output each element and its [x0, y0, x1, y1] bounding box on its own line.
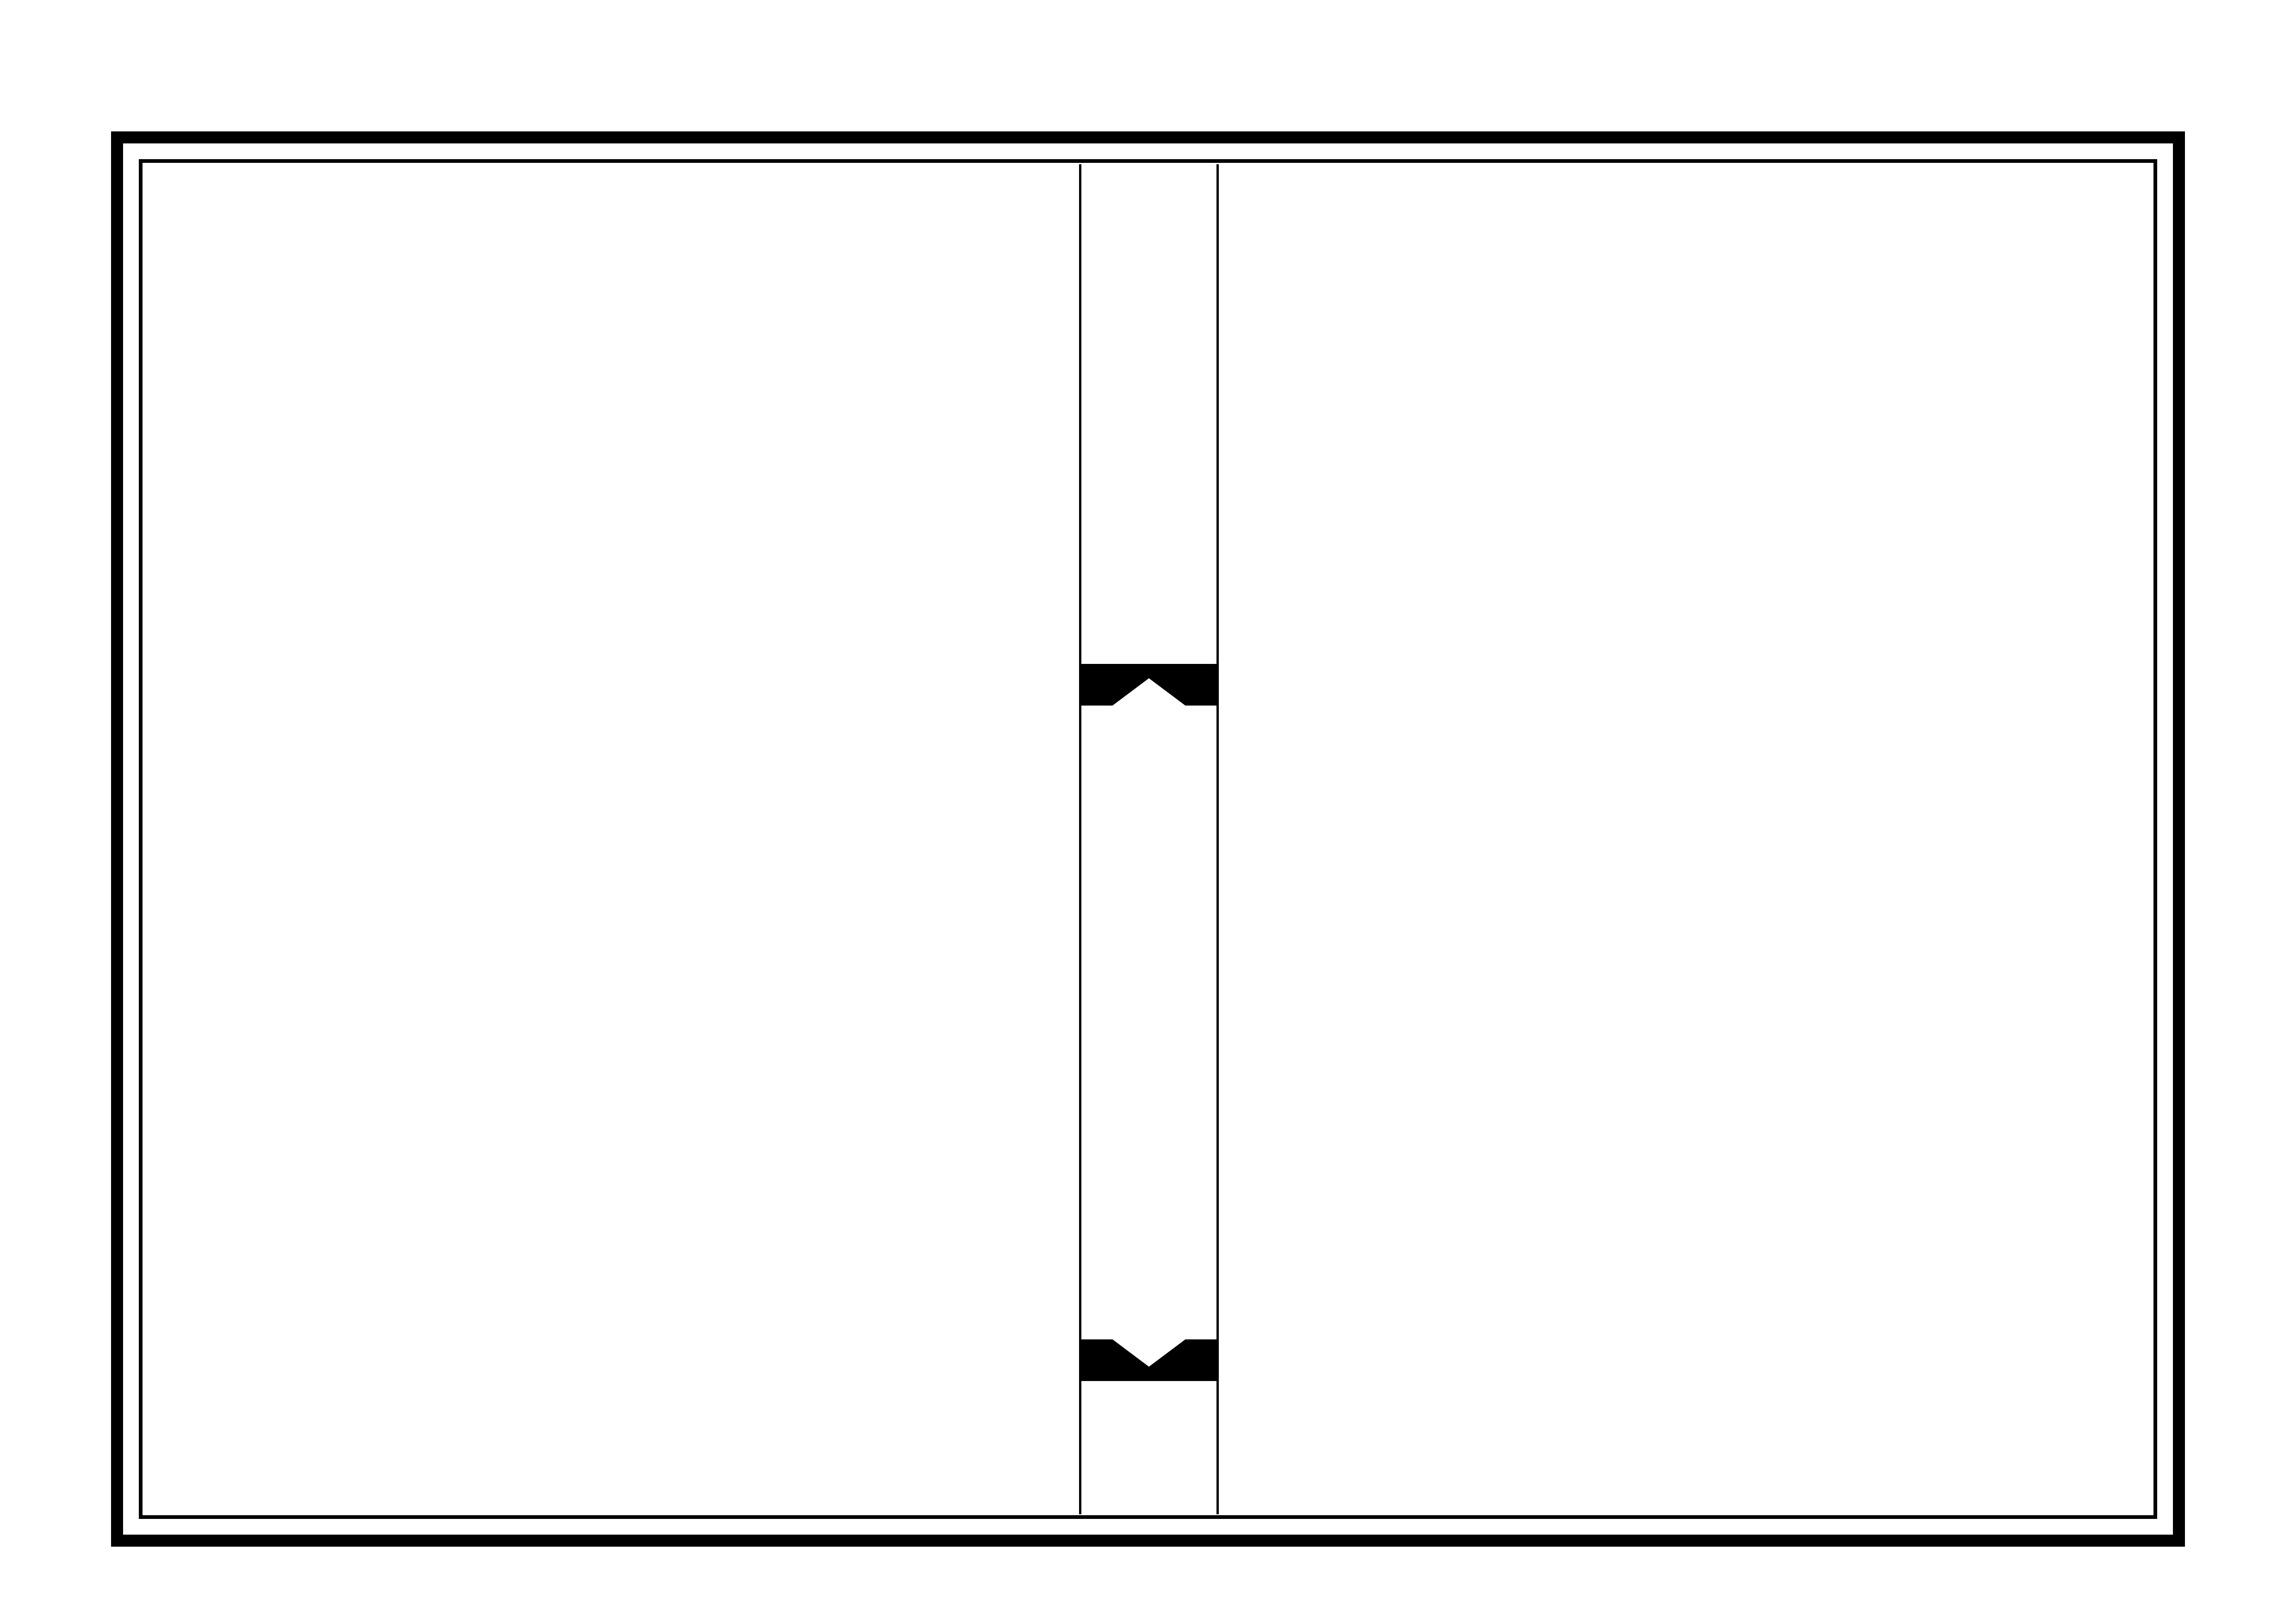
book-title: [1081, 164, 1216, 664]
center-spine: [1079, 164, 1219, 1514]
spine-bar-top: [1081, 664, 1216, 706]
hall-name: [1081, 1264, 1216, 1514]
spine-info: [1081, 701, 1216, 1233]
